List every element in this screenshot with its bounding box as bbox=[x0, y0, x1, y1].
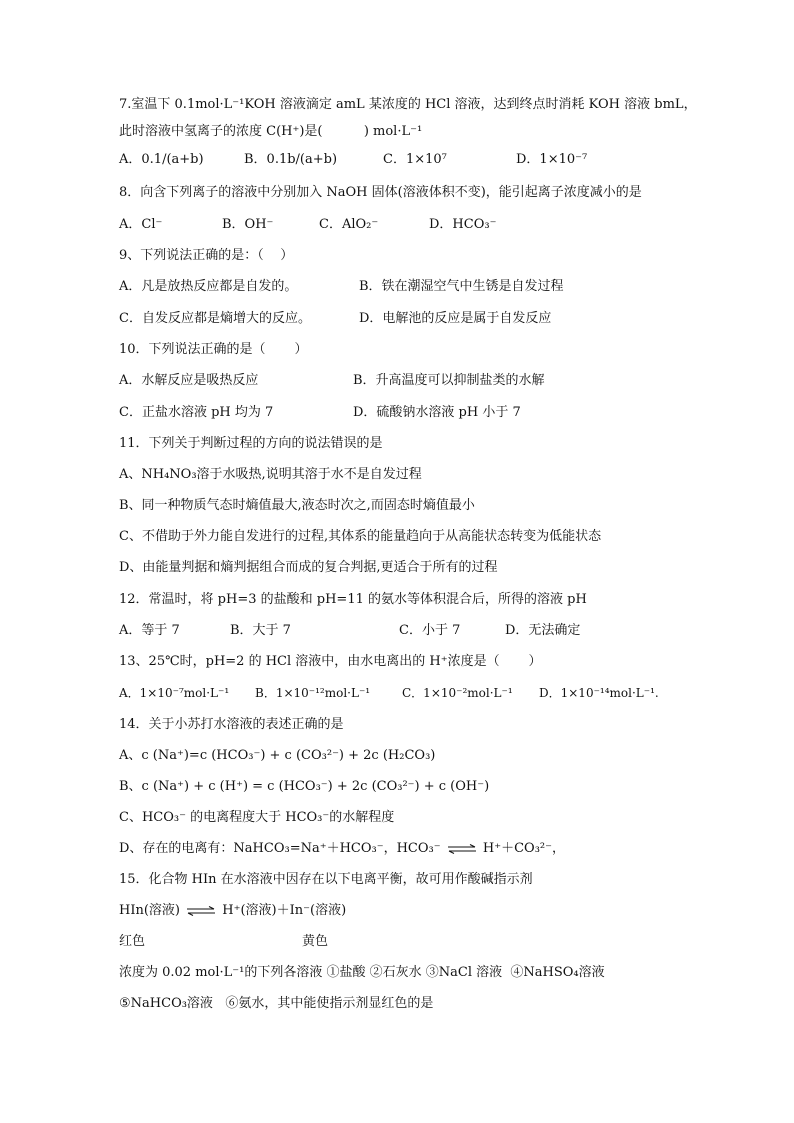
q9-option-c: C．自发反应都是熵增大的反应。 bbox=[119, 311, 311, 326]
q9-option-a: A．凡是放热反应都是自发的。 bbox=[119, 279, 298, 294]
q14-option-d-left: D、存在的电离有：NaHCO₃=Na⁺＋HCO₃⁻，HCO₃⁻ bbox=[119, 841, 441, 856]
q12-option-d: D．无法确定 bbox=[505, 623, 581, 638]
q8-stem: 8．向含下列离子的溶液中分别加入 NaOH 固体(溶液体积不变)，能引起离子浓度减小的是 bbox=[119, 185, 642, 200]
q12-option-b: B．大于 7 bbox=[230, 623, 291, 638]
q10-option-b: B．升高温度可以抑制盐类的水解 bbox=[353, 373, 545, 388]
q10-option-a: A．水解反应是吸热反应 bbox=[119, 373, 259, 388]
q9-option-d: D．电解池的反应是属于自发反应 bbox=[359, 311, 552, 326]
q13-option-c: C．1×10⁻²mol·L⁻¹ bbox=[402, 686, 513, 700]
q13-option-b: B．1×10⁻¹²mol·L⁻¹ bbox=[255, 686, 371, 700]
q7-option-b: B．0.1b/(a+b) bbox=[244, 152, 338, 167]
q9-option-b: B．铁在潮湿空气中生锈是自发过程 bbox=[359, 279, 564, 294]
q8-option-c: C．AlO₂⁻ bbox=[319, 217, 379, 232]
q13-option-a: A．1×10⁻⁷mol·L⁻¹ bbox=[119, 686, 230, 700]
q15-stem: 15．化合物 HIn 在水溶液中因存在以下电离平衡，故可用作酸碱指示剂 bbox=[119, 872, 533, 887]
q7-stem-line2: 此时溶液中氢离子的浓度 C(H⁺)是( ) mol·L⁻¹ bbox=[119, 124, 423, 139]
q7-option-a: A．0.1/(a+b) bbox=[119, 152, 204, 167]
q14-stem: 14．关于小苏打水溶液的表述正确的是 bbox=[119, 717, 344, 732]
q8-option-b: B．OH⁻ bbox=[222, 217, 274, 232]
q15-eq-left: HIn(溶液) bbox=[119, 903, 180, 918]
q11-stem: 11．下列关于判断过程的方向的说法错误的是 bbox=[119, 436, 383, 451]
q11-option-c: C、不借助于外力能自发进行的过程,其体系的能量趋向于从高能状态转变为低能状态 bbox=[119, 529, 602, 544]
equilibrium-arrow-icon bbox=[186, 906, 216, 916]
q11-option-a: A、NH₄NO₃溶于水吸热,说明其溶于水不是自发过程 bbox=[119, 467, 422, 482]
q7-option-c: C．1×10⁷ bbox=[383, 152, 447, 167]
q8-option-a: A．Cl⁻ bbox=[119, 217, 163, 232]
q15-color-yellow: 黄色 bbox=[302, 934, 329, 949]
q7-stem-line1: 7.室温下 0.1mol·L⁻¹KOH 溶液滴定 amL 某浓度的 HCl 溶液，达到终点时消耗 KOH 溶液 bmL， bbox=[119, 97, 697, 112]
equilibrium-arrow-icon bbox=[447, 844, 477, 854]
q14-option-d bbox=[119, 840, 565, 858]
q14-option-c: C、HCO₃⁻ 的电离程度大于 HCO₃⁻的水解程度 bbox=[119, 810, 395, 825]
q10-option-d: D．硫酸钠水溶液 pH 小于 7 bbox=[353, 405, 521, 420]
q15-last-line: ⑤NaHCO₃溶液 ⑥氨水，其中能使指示剂显红色的是 bbox=[119, 996, 434, 1011]
q11-option-b: B、同一种物质气态时熵值最大,液态时次之,而固态时熵值最小 bbox=[119, 498, 475, 513]
q13-stem: 13、25℃时，pH=2 的 HCl 溶液中，由水电离出的 H⁺浓度是（ ） bbox=[119, 654, 542, 669]
q12-option-a: A．等于 7 bbox=[119, 623, 180, 638]
q10-stem: 10．下列说法正确的是（ ） bbox=[119, 342, 308, 357]
q15-concentration-line: 浓度为 0.02 mol·L⁻¹的下列各溶液 ①盐酸 ②石灰水 ③NaCl 溶液 ④NaHSO₄溶液 bbox=[119, 965, 605, 980]
q15-color-red: 红色 bbox=[119, 934, 146, 949]
q14-option-a: A、c (Na⁺)=c (HCO₃⁻) + c (CO₃²⁻) + 2c (H₂CO₃) bbox=[119, 748, 436, 763]
q10-option-c: C．正盐水溶液 pH 均为 7 bbox=[119, 405, 274, 420]
q7-option-d: D．1×10⁻⁷ bbox=[516, 152, 588, 167]
q12-stem: 12．常温时，将 pH=3 的盐酸和 pH=11 的氨水等体积混合后，所得的溶液 pH bbox=[119, 592, 587, 607]
q15-eq-right: H⁺(溶液)＋In⁻(溶液) bbox=[222, 903, 347, 918]
q14-option-d-right: H⁺＋CO₃²⁻， bbox=[482, 841, 565, 856]
q13-option-d: D．1×10⁻¹⁴mol·L⁻¹. bbox=[539, 686, 659, 700]
q14-option-b: B、c (Na⁺) + c (H⁺) = c (HCO₃⁻) + 2c (CO₃²⁻) + c (OH⁻) bbox=[119, 779, 490, 794]
q11-option-d: D、由能量判据和熵判据组合而成的复合判据,更适合于所有的过程 bbox=[119, 560, 498, 575]
q8-option-d: D．HCO₃⁻ bbox=[429, 217, 497, 232]
q9-stem: 9、下列说法正确的是：（ ） bbox=[119, 248, 294, 263]
q15-equation bbox=[119, 902, 346, 920]
q12-option-c: C．小于 7 bbox=[399, 623, 461, 638]
